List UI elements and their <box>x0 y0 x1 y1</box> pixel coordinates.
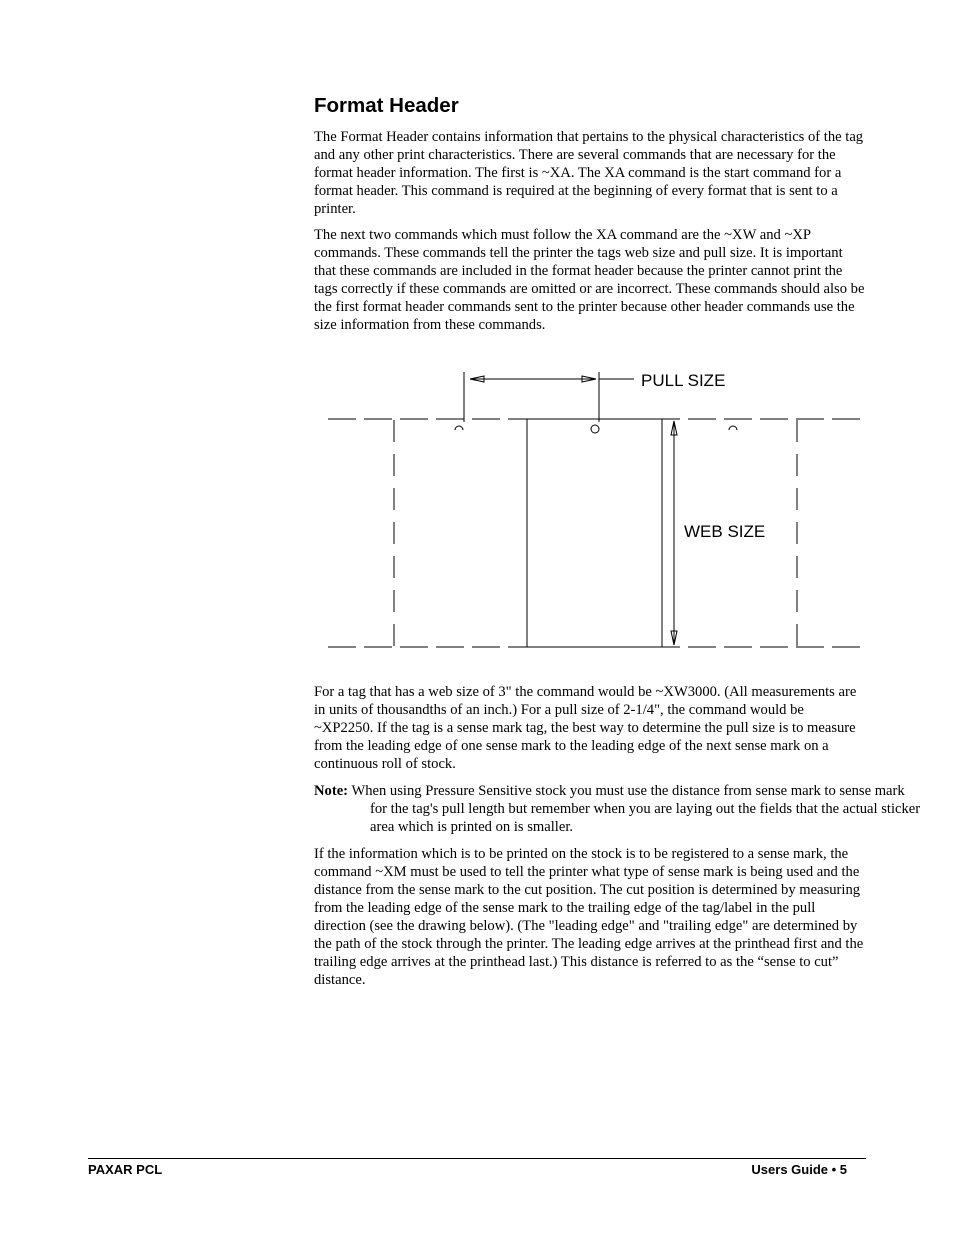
paragraph-xw-xp-commands: The next two commands which must follow the XA command are the ~XW and ~XP commands. These commands tell the printer the tags web size and pull size. It is important that these commands are included in the format header because the printer cannot print the tags correctly if these commands are omitted or are incorrect. These commands should also be the first format header commands sent to the printer because other header commands use the size information from these commands. <box>314 227 865 333</box>
note-label: Note: <box>314 783 349 799</box>
note-block <box>314 782 922 836</box>
tag-outline <box>527 419 662 647</box>
pull-size-label: PULL SIZE <box>641 371 726 390</box>
footer-page-number: Users Guide • 5 <box>751 1162 847 1177</box>
footer-product-name: PAXAR PCL <box>88 1162 163 1177</box>
sense-mark-center <box>591 425 599 433</box>
paragraph-command-examples: For a tag that has a web size of 3" the command would be ~XW3000. (All measurements are in units of thousandths of an inch.) For a pull size of 2-1/4", the command would be ~XP2250. If the tag is a sense mark tag, the best way to determine the pull size is to measure from the leading edge of one sense mark to the leading edge of the next sense mark on a continuous roll of stock. <box>314 684 857 772</box>
paragraph-format-header-intro: The Format Header contains information that pertains to the physical characteristics of the tag and any other print characteristics. There are several commands that are necessary for the format header information. The first is ~XA. The XA command is the start command for a format header. This command is required at the beginning of every format that is sent to a printer. <box>314 129 864 217</box>
note-text: When using Pressure Sensitive stock you must use the distance from sense mark to sense mark for the tag's pull length but remember when you are laying out the fields that the actual sticker area which is printed on is smaller. <box>351 783 921 835</box>
page-heading: Format Header <box>314 94 459 117</box>
tag-size-diagram <box>0 360 954 660</box>
web-size-label: WEB SIZE <box>684 522 766 541</box>
paragraph-sense-mark-registration: If the information which is to be printed on the stock is to be registered to a sense mark, the command ~XM must be used to tell the printer what type of sense mark is being used and the distance from the sense mark to the cut position. The cut position is determined by measuring from the leading edge of the sense mark to the trailing edge of the tag/label in the pull direction (see the drawing below). (The "leading edge" and "trailing edge" are determined by the path of the stock through the printer. The leading edge arrives at the printhead first and the trailing edge arrives at the printhead last.) This distance is referred to as the “sense to cut” distance. <box>314 846 864 988</box>
sense-mark-left <box>455 426 463 430</box>
sense-mark-right <box>729 426 737 430</box>
footer-rule <box>88 1158 866 1159</box>
